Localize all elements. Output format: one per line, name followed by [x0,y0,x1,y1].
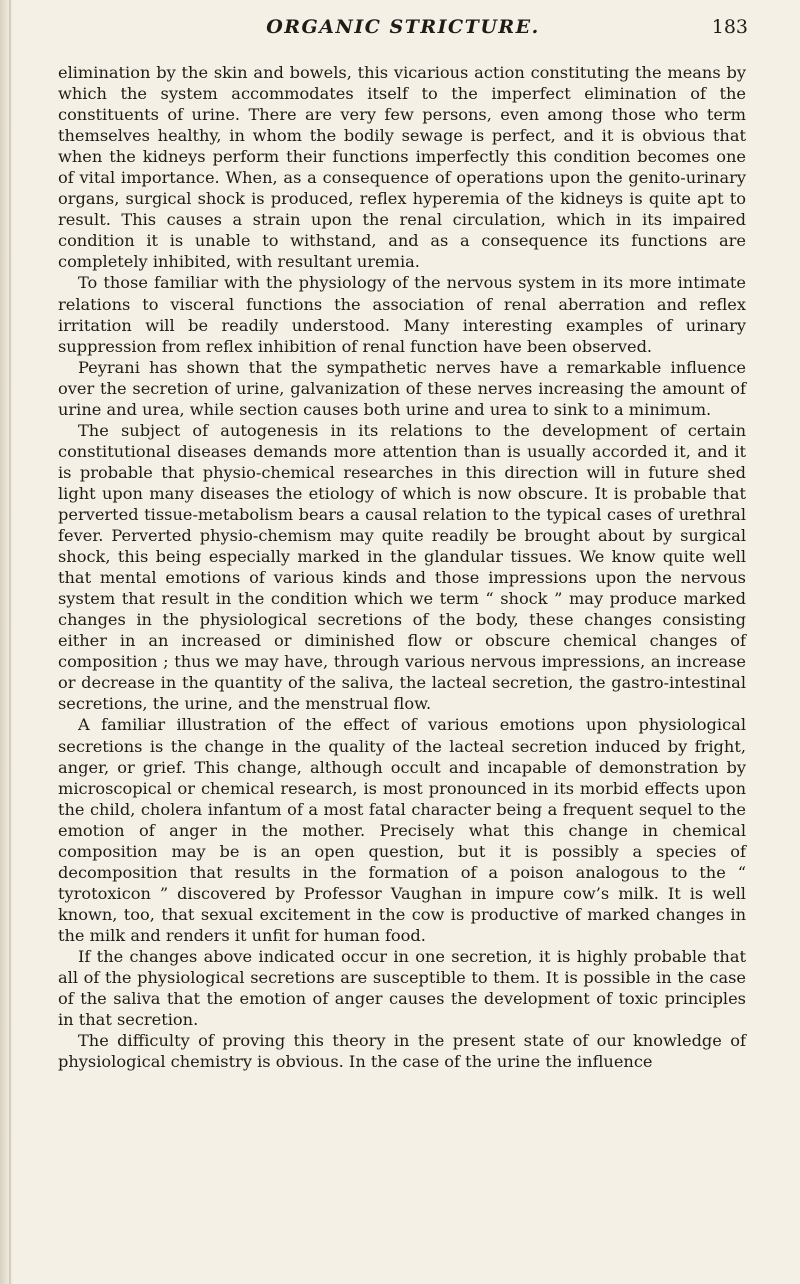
paragraph-5: A familiar illustration of the effect of various emotions upon physiological secretions is the change in the quality of the lacteal secretion induced by fright, anger, or grief. This change, although occult and incapable of demonstration by microscopical or chemical research, is most pronounced in its morbid effects upon the child, cholera infantum of a most fatal character being a frequent sequel to the emotion of anger in the mother. Precisely what this change in chemical composition may be is an open question, but it is possibly a species of decomposition that results in the formation of a poison analogous to the “ tyrotoxicon ” discovered by Professor Vaughan in impure cow’s milk. It is well known, too, that sexual excitement in the cow is productive of marked changes in the milk and renders it unfit for human food. [58,715,746,945]
paragraph-1: elimination by the skin and bowels, this vicarious action constituting the means by which the system accommodates itself to the imperfect elimination of the constituents of urine. There are very few persons, even among those who term themselves healthy, in whom the bodily sewage is perfect, and it is obvious that when the kidneys perform their functions imperfectly this condition becomes one of vital importance. When, as a consequence of operations upon the genito-urinary organs, surgical shock is produced, reflex hyperemia of the kidneys is quite apt to result. This causes a strain upon the renal circulation, which in its impaired condition it is unable to withstand, and as a consequence its functions are completely inhibited, with resultant uremia. [58,63,746,272]
paragraph-6: If the changes above indicated occur in one secretion, it is highly probable that all of the physiological secretions are susceptible to them. It is possible in the case of the saliva that the emotion of anger causes the development of toxic principles in that secretion. [58,946,746,1030]
page-gutter-shadow [0,0,14,1284]
running-title: ORGANIC STRICTURE. [266,16,540,38]
paragraph-7: The difficulty of proving this theory in the present state of our knowledge of physiological chemistry is obvious. In the case of the urine the influence [58,1031,746,1072]
page-header [58,16,748,46]
page-binding-edge [9,0,11,1284]
paragraph-3: Peyrani has shown that the sympathetic nerves have a remarkable influence over the secretion of urine, galvanization of these nerves increasing the amount of urine and urea, while section causes both urine and urea to sink to a minimum. [58,357,746,419]
paragraph-4: The subject of autogenesis in its relations to the development of certain constitutional diseases demands more attention than is usually accorded it, and it is probable that physio-chemical researches in this direction will in future shed light upon many diseases the etiology of which is now obscure. It is probable that perverted tissue-metabolism bears a causal relation to the typical cases of urethral fever. Perverted physio-chemism may quite readily be brought about by surgical shock, this being especially marked in the glandular tissues. We know quite well that mental emotions of various kinds and those impressions upon the nervous system that result in the condition which we term “ shock ” may produce marked changes in the physiological secretions of the body, these changes consisting either in an increased or diminished flow or obscure chemical changes of composition ; thus we may have, through various nervous impressions, an increase or decrease in the quantity of the saliva, the lacteal secretion, the gastro-intestinal secretions, the urine, and the menstrual flow. [58,420,746,714]
page-number: 183 [711,16,748,38]
body-text [58,62,746,1072]
paragraph-2: To those familiar with the physiology of the nervous system in its more intimate relations to visceral functions the association of renal aberration and reflex irritation will be readily understood. Many interesting examples of urinary suppression from reflex inhibition of renal function have been observed. [58,273,746,356]
